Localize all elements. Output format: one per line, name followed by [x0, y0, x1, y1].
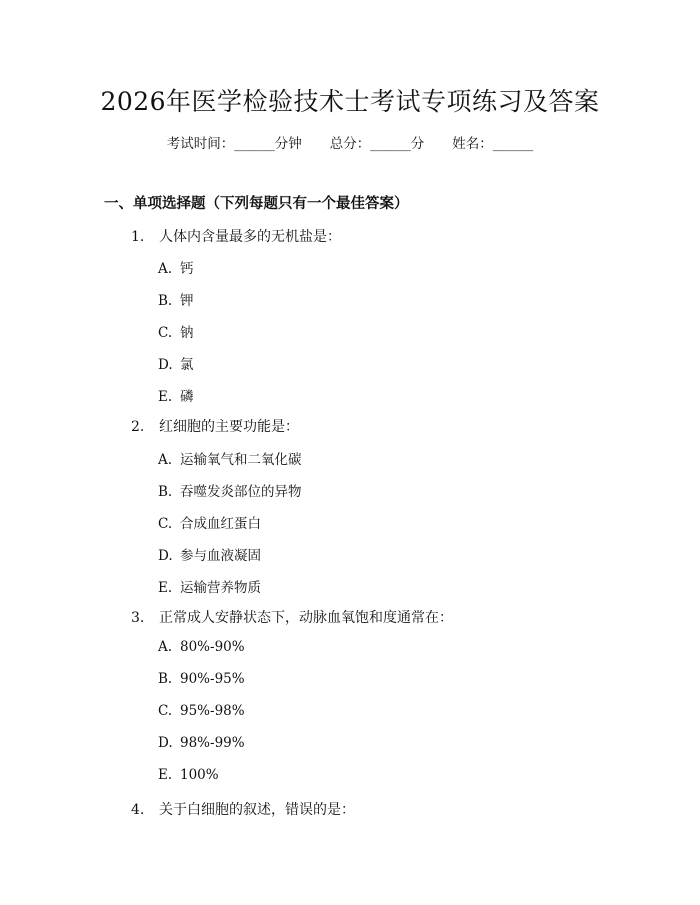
q3-option-a [158, 639, 245, 655]
q3-option-b [158, 671, 245, 687]
option-letter: A. [158, 452, 173, 468]
question-3 [131, 607, 453, 627]
q3-option-c [158, 703, 245, 719]
option-letter: D. [158, 357, 173, 373]
q1-option-c [158, 321, 194, 341]
question-number: 3. [131, 610, 145, 626]
question-text: 人体内含量最多的无机盐是： [159, 229, 341, 245]
q3-option-d [158, 735, 245, 751]
exam-name: 姓名：______ [452, 136, 534, 152]
q2-option-a [158, 448, 302, 468]
option-letter: E. [158, 767, 173, 783]
option-text: 参与血液凝固 [180, 548, 261, 564]
question-4 [131, 799, 355, 819]
option-letter: D. [158, 735, 173, 751]
question-number: 4. [131, 802, 145, 818]
option-letter: C. [158, 325, 173, 341]
option-letter: A. [158, 261, 173, 277]
option-text: 运输营养物质 [180, 580, 261, 596]
option-text: 95%-98% [180, 703, 245, 719]
option-text: 钙 [180, 261, 194, 277]
option-text: 吞噬发炎部位的异物 [180, 484, 302, 500]
q1-option-a [158, 257, 194, 277]
option-text: 钠 [180, 325, 194, 341]
question-number: 2. [131, 419, 145, 435]
option-text: 氯 [180, 357, 194, 373]
option-letter: A. [158, 639, 173, 655]
option-text: 90%-95% [180, 671, 245, 687]
exam-score: 总分：______分 [329, 136, 425, 152]
q2-option-d [158, 544, 261, 564]
page-title: 2026年医学检验技术士考试专项练习及答案 [100, 87, 600, 116]
option-letter: B. [158, 484, 173, 500]
option-text: 80%-90% [180, 639, 245, 655]
option-text: 钾 [180, 293, 194, 309]
q2-option-e [158, 576, 261, 596]
q2-option-b [158, 480, 302, 500]
q1-option-b [158, 289, 194, 309]
question-number: 1. [131, 229, 145, 245]
question-2 [131, 416, 299, 436]
q1-option-d [158, 353, 194, 373]
q1-option-e [158, 385, 194, 405]
option-letter: E. [158, 580, 173, 596]
q3-option-e [158, 767, 219, 783]
option-letter: B. [158, 293, 173, 309]
question-text: 正常成人安静状态下，动脉血氧饱和度通常在： [159, 610, 453, 626]
option-letter: B. [158, 671, 173, 687]
option-letter: E. [158, 389, 173, 405]
question-text: 红细胞的主要功能是： [159, 419, 299, 435]
option-text: 98%-99% [180, 735, 245, 751]
question-1 [131, 226, 341, 246]
section-heading: 一、单项选择题（下列每题只有一个最佳答案） [104, 196, 409, 212]
option-letter: C. [158, 703, 173, 719]
exam-meta [0, 132, 700, 152]
option-text: 合成血红蛋白 [180, 516, 261, 532]
option-letter: D. [158, 548, 173, 564]
q2-option-c [158, 512, 261, 532]
option-text: 运输氧气和二氧化碳 [180, 452, 302, 468]
option-text: 磷 [180, 389, 194, 405]
option-letter: C. [158, 516, 173, 532]
question-text: 关于白细胞的叙述，错误的是： [159, 802, 355, 818]
option-text: 100% [180, 767, 219, 783]
exam-time: 考试时间：______分钟 [166, 136, 302, 152]
